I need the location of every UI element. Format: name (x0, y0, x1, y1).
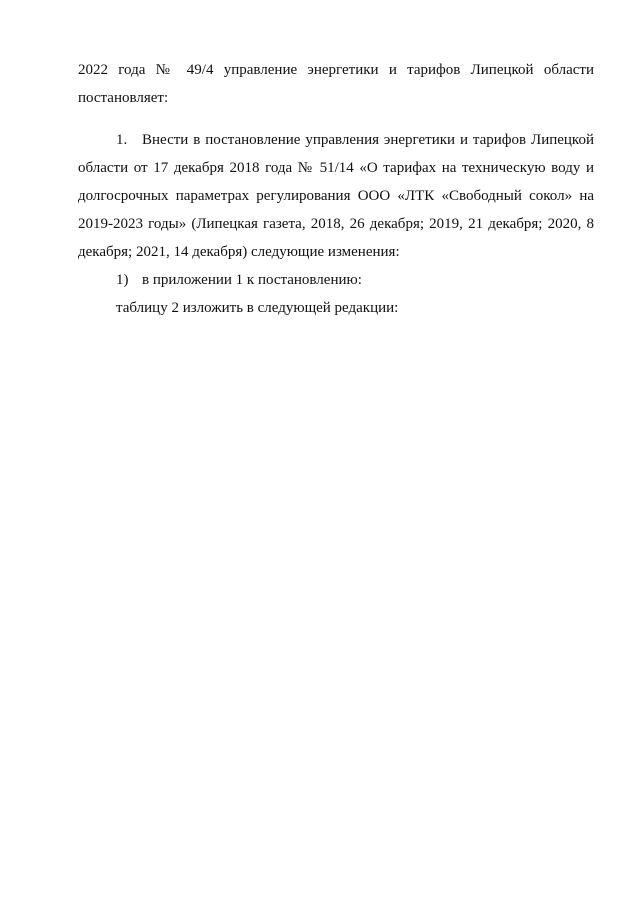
item-1-number: 1. (116, 132, 128, 148)
item-1-line-4 (78, 210, 594, 238)
item-1-line-1-text: Внести в постановление управления энергетики и тарифов Липецкой (142, 132, 594, 148)
intro-line-1-text: 2022 года № 49/4 управление энергетики и тарифов Липецкой области (78, 62, 594, 78)
subitem-1 (78, 266, 594, 294)
item-1-line-2-text: области от 17 декабря 2018 года № 51/14 «О тарифах на техническую воду и (78, 160, 594, 176)
document-body (78, 56, 594, 322)
item-1-line-3 (78, 182, 594, 210)
instruction-line (78, 294, 594, 322)
subitem-1-text: в приложении 1 к постановлению: (142, 272, 362, 288)
item-1-line-1 (78, 126, 594, 154)
paragraph-spacer (78, 112, 594, 126)
intro-paragraph-line-1 (78, 56, 594, 84)
item-1-line-5-text: декабря; 2021, 14 декабря) следующие изменения: (78, 244, 400, 260)
intro-paragraph-line-2 (78, 84, 594, 112)
instruction-text: таблицу 2 изложить в следующей редакции: (116, 300, 399, 316)
intro-line-2-text: постановляет: (78, 90, 169, 106)
subitem-1-number: 1) (116, 272, 129, 288)
item-1-line-4-text: 2019-2023 годы» (Липецкая газета, 2018, 26 декабря; 2019, 21 декабря; 2020, 8 (78, 216, 594, 232)
item-1-line-3-text: долгосрочных параметрах регулирования ООО «ЛТК «Свободный сокол» на (78, 188, 594, 204)
item-1-line-2 (78, 154, 594, 182)
item-1-line-5 (78, 238, 594, 266)
